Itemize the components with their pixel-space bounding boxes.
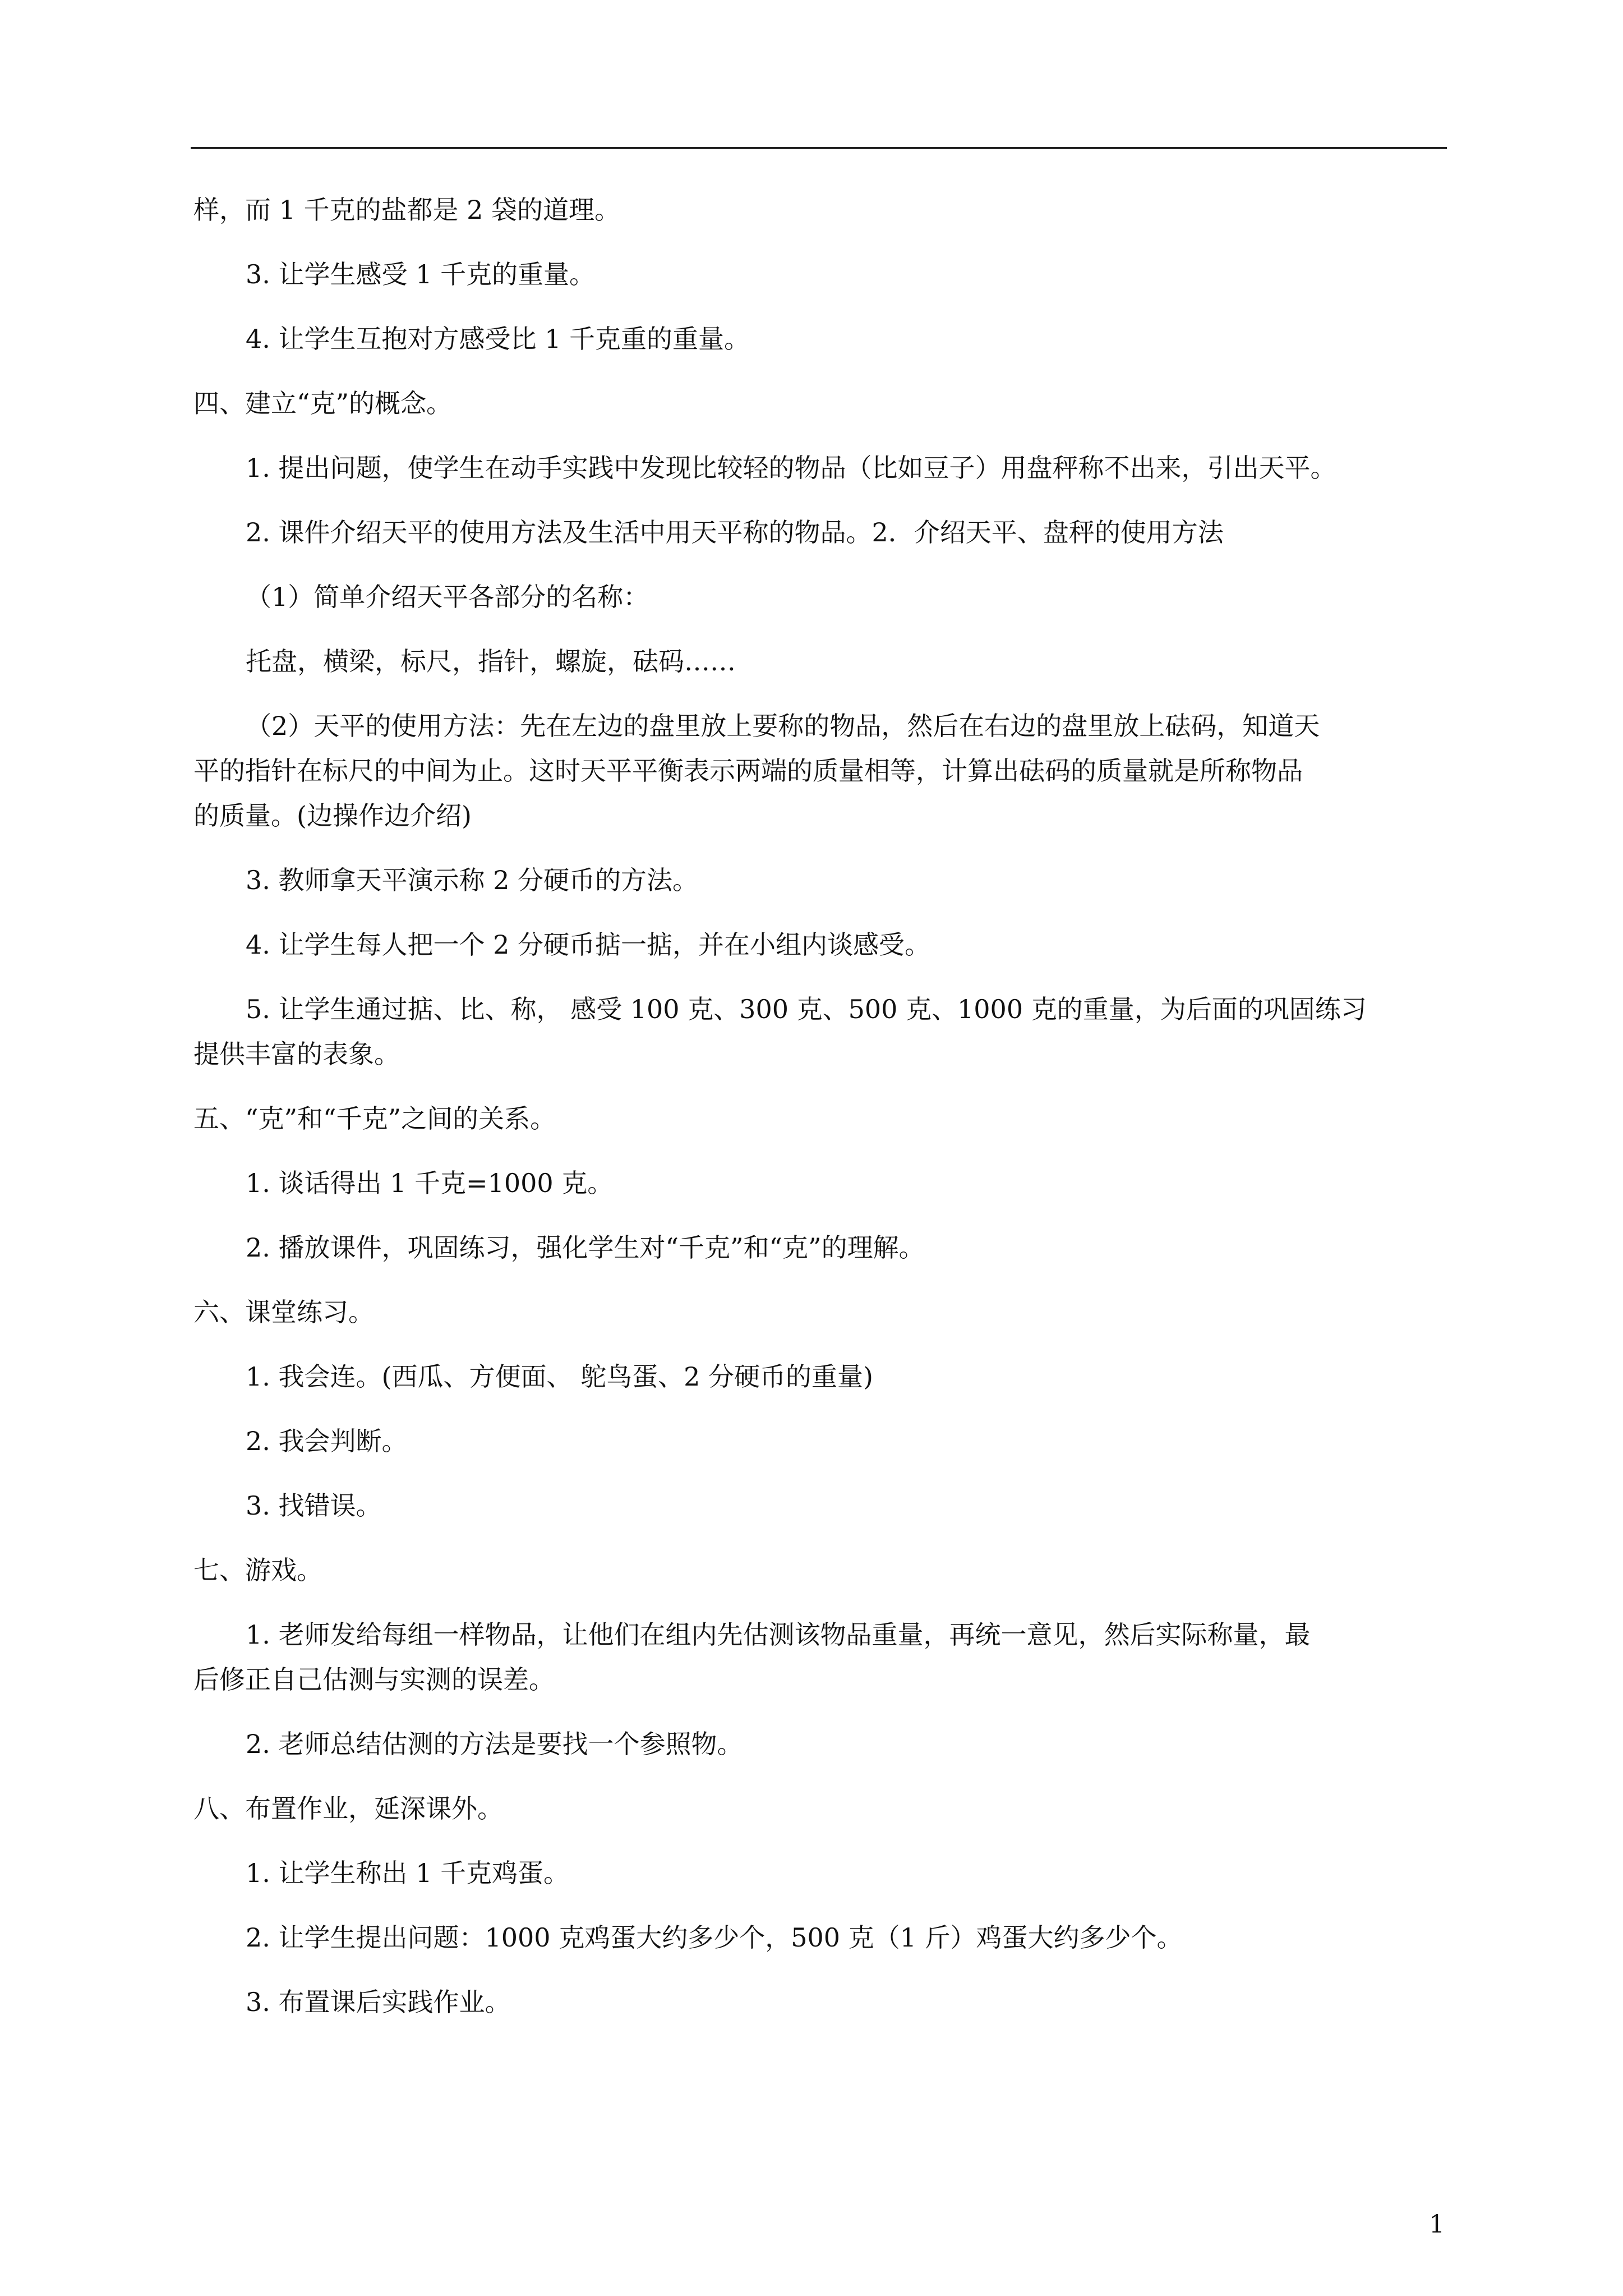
- text-line: 4. 让学生互抱对方感受比 1 千克重的重量。: [246, 324, 750, 354]
- text-line: 3. 教师拿天平演示称 2 分硬币的方法。: [246, 865, 699, 895]
- text-line: 2. 播放课件，巩固练习，强化学生对“千克”和“克”的理解。: [246, 1232, 925, 1263]
- text-line: 的质量。(边操作边介绍): [193, 800, 472, 831]
- text-line: 5. 让学生通过掂、比、称， 感受 100 克、300 克、500 克、1000 克的重量，为后面的巩固练习: [246, 994, 1367, 1024]
- page-number: 1: [1429, 2210, 1445, 2239]
- header-rule: [191, 147, 1447, 149]
- text-line: 提供丰富的表象。: [193, 1039, 400, 1069]
- text-line: 2. 课件介绍天平的使用方法及生活中用天平称的物品。2．介绍天平、盘秤的使用方法: [246, 517, 1224, 547]
- text-line: 八、布置作业，延深课外。: [193, 1793, 503, 1824]
- text-line: 1. 提出问题，使学生在动手实践中发现比较轻的物品（比如豆子）用盘秤称不出来，引出天平。: [246, 453, 1336, 483]
- text-line: 3. 找错误。: [246, 1490, 382, 1521]
- text-line: 2. 让学生提出问题：1000 克鸡蛋大约多少个，500 克（1 斤）鸡蛋大约多少个。: [246, 1922, 1183, 1953]
- text-line: 2. 老师总结估测的方法是要找一个参照物。: [246, 1729, 743, 1759]
- text-line: （2）天平的使用方法：先在左边的盘里放上要称的物品，然后在右边的盘里放上砝码，知道天: [246, 711, 1320, 741]
- text-line: 五、“克”和“千克”之间的关系。: [193, 1103, 556, 1134]
- text-line: 3. 让学生感受 1 千克的重量。: [246, 259, 596, 289]
- text-line: 七、游戏。: [193, 1555, 322, 1585]
- text-line: 1. 我会连。(西瓜、方便面、 鸵鸟蛋、2 分硬币的重量): [246, 1361, 873, 1392]
- text-line: 1. 老师发给每组一样物品，让他们在组内先估测该物品重量，再统一意见，然后实际称量，最: [246, 1619, 1311, 1650]
- text-line: 后修正自己估测与实测的误差。: [193, 1664, 555, 1695]
- text-line: 1. 让学生称出 1 千克鸡蛋。: [246, 1858, 570, 1888]
- text-line: 平的指针在标尺的中间为止。这时天平平衡表示两端的质量相等，计算出砝码的质量就是所称物品: [193, 756, 1303, 786]
- text-line: 4. 让学生每人把一个 2 分硬币掂一掂，并在小组内谈感受。: [246, 930, 931, 960]
- text-line: 3. 布置课后实践作业。: [246, 1987, 511, 2017]
- text-line: 四、建立“克”的概念。: [193, 388, 453, 418]
- text-line: 样，而 1 千克的盐都是 2 袋的道理。: [193, 195, 621, 225]
- text-line: 1. 谈话得出 1 千克=1000 克。: [246, 1168, 614, 1198]
- text-line: 六、课堂练习。: [193, 1297, 374, 1327]
- text-line: 托盘，横梁，标尺，指针，螺旋，砝码……: [246, 646, 736, 677]
- text-line: （1）简单介绍天平各部分的名称：: [246, 582, 649, 612]
- document-body: [193, 194, 1450, 2050]
- text-line: 2. 我会判断。: [246, 1426, 408, 1456]
